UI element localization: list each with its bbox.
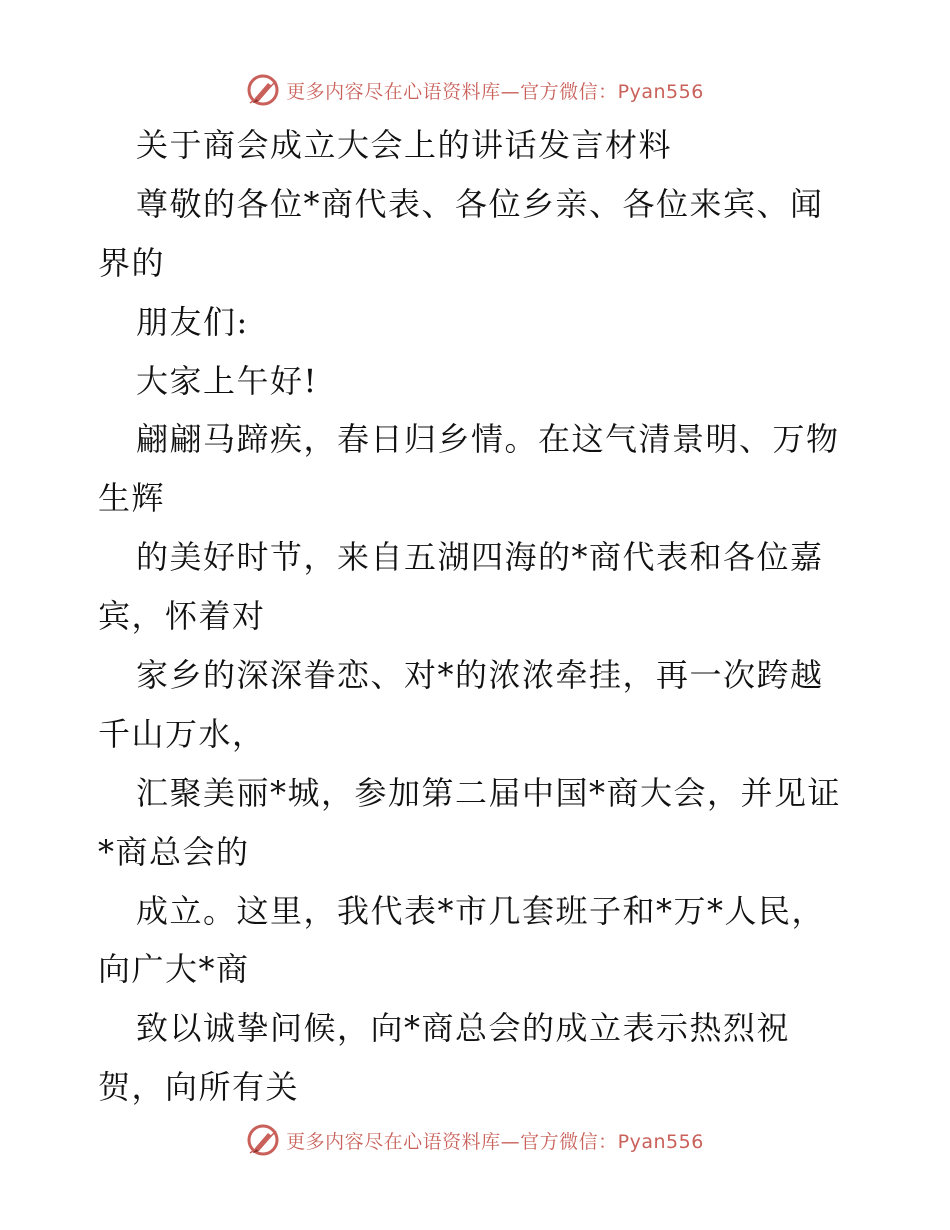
text-line: 界的 [98,243,166,282]
pen-logo-icon [246,73,280,107]
text-line: 致以诚挚问候，向*商总会的成立表示热烈祝 [136,1009,791,1048]
text-line: 尊敬的各位*商代表、各位乡亲、各位来宾、闻 [136,184,824,223]
text-line: 汇聚美丽*城，参加第二届中国*商大会，并见证 [136,773,842,812]
footer-watermark-text: 更多内容尽在心语资料库—官方微信：Pyan556 [286,1130,704,1153]
document-title: 关于商会成立大会上的讲话发言材料 [136,126,673,164]
text-line: *商总会的 [98,832,250,871]
header-watermark-text: 更多内容尽在心语资料库—官方微信：Pyan556 [286,80,704,103]
header-watermark-banner [0,70,950,110]
text-line: 翩翩马蹄疾，春日归乡情。在这气清景明、万物 [136,420,840,459]
text-line: 宾，怀着对 [98,597,266,636]
text-line: 的美好时节，来自五湖四海的*商代表和各位嘉 [136,538,824,577]
text-line: 向广大*商 [98,950,250,989]
pen-logo-icon [246,1123,280,1157]
text-line: 家乡的深深眷恋、对*的浓浓牵挂，再一次跨越 [136,656,824,695]
text-line: 生辉 [98,479,166,518]
text-line: 贺，向所有关 [98,1068,300,1107]
text-line: 大家上午好! [136,361,318,400]
footer-watermark-banner [0,1120,950,1160]
document-body [98,116,858,1117]
text-line: 千山万水， [98,714,266,753]
text-line: 成立。这里，我代表*市几套班子和*万*人民， [136,891,826,930]
text-line: 朋友们: [136,302,249,341]
